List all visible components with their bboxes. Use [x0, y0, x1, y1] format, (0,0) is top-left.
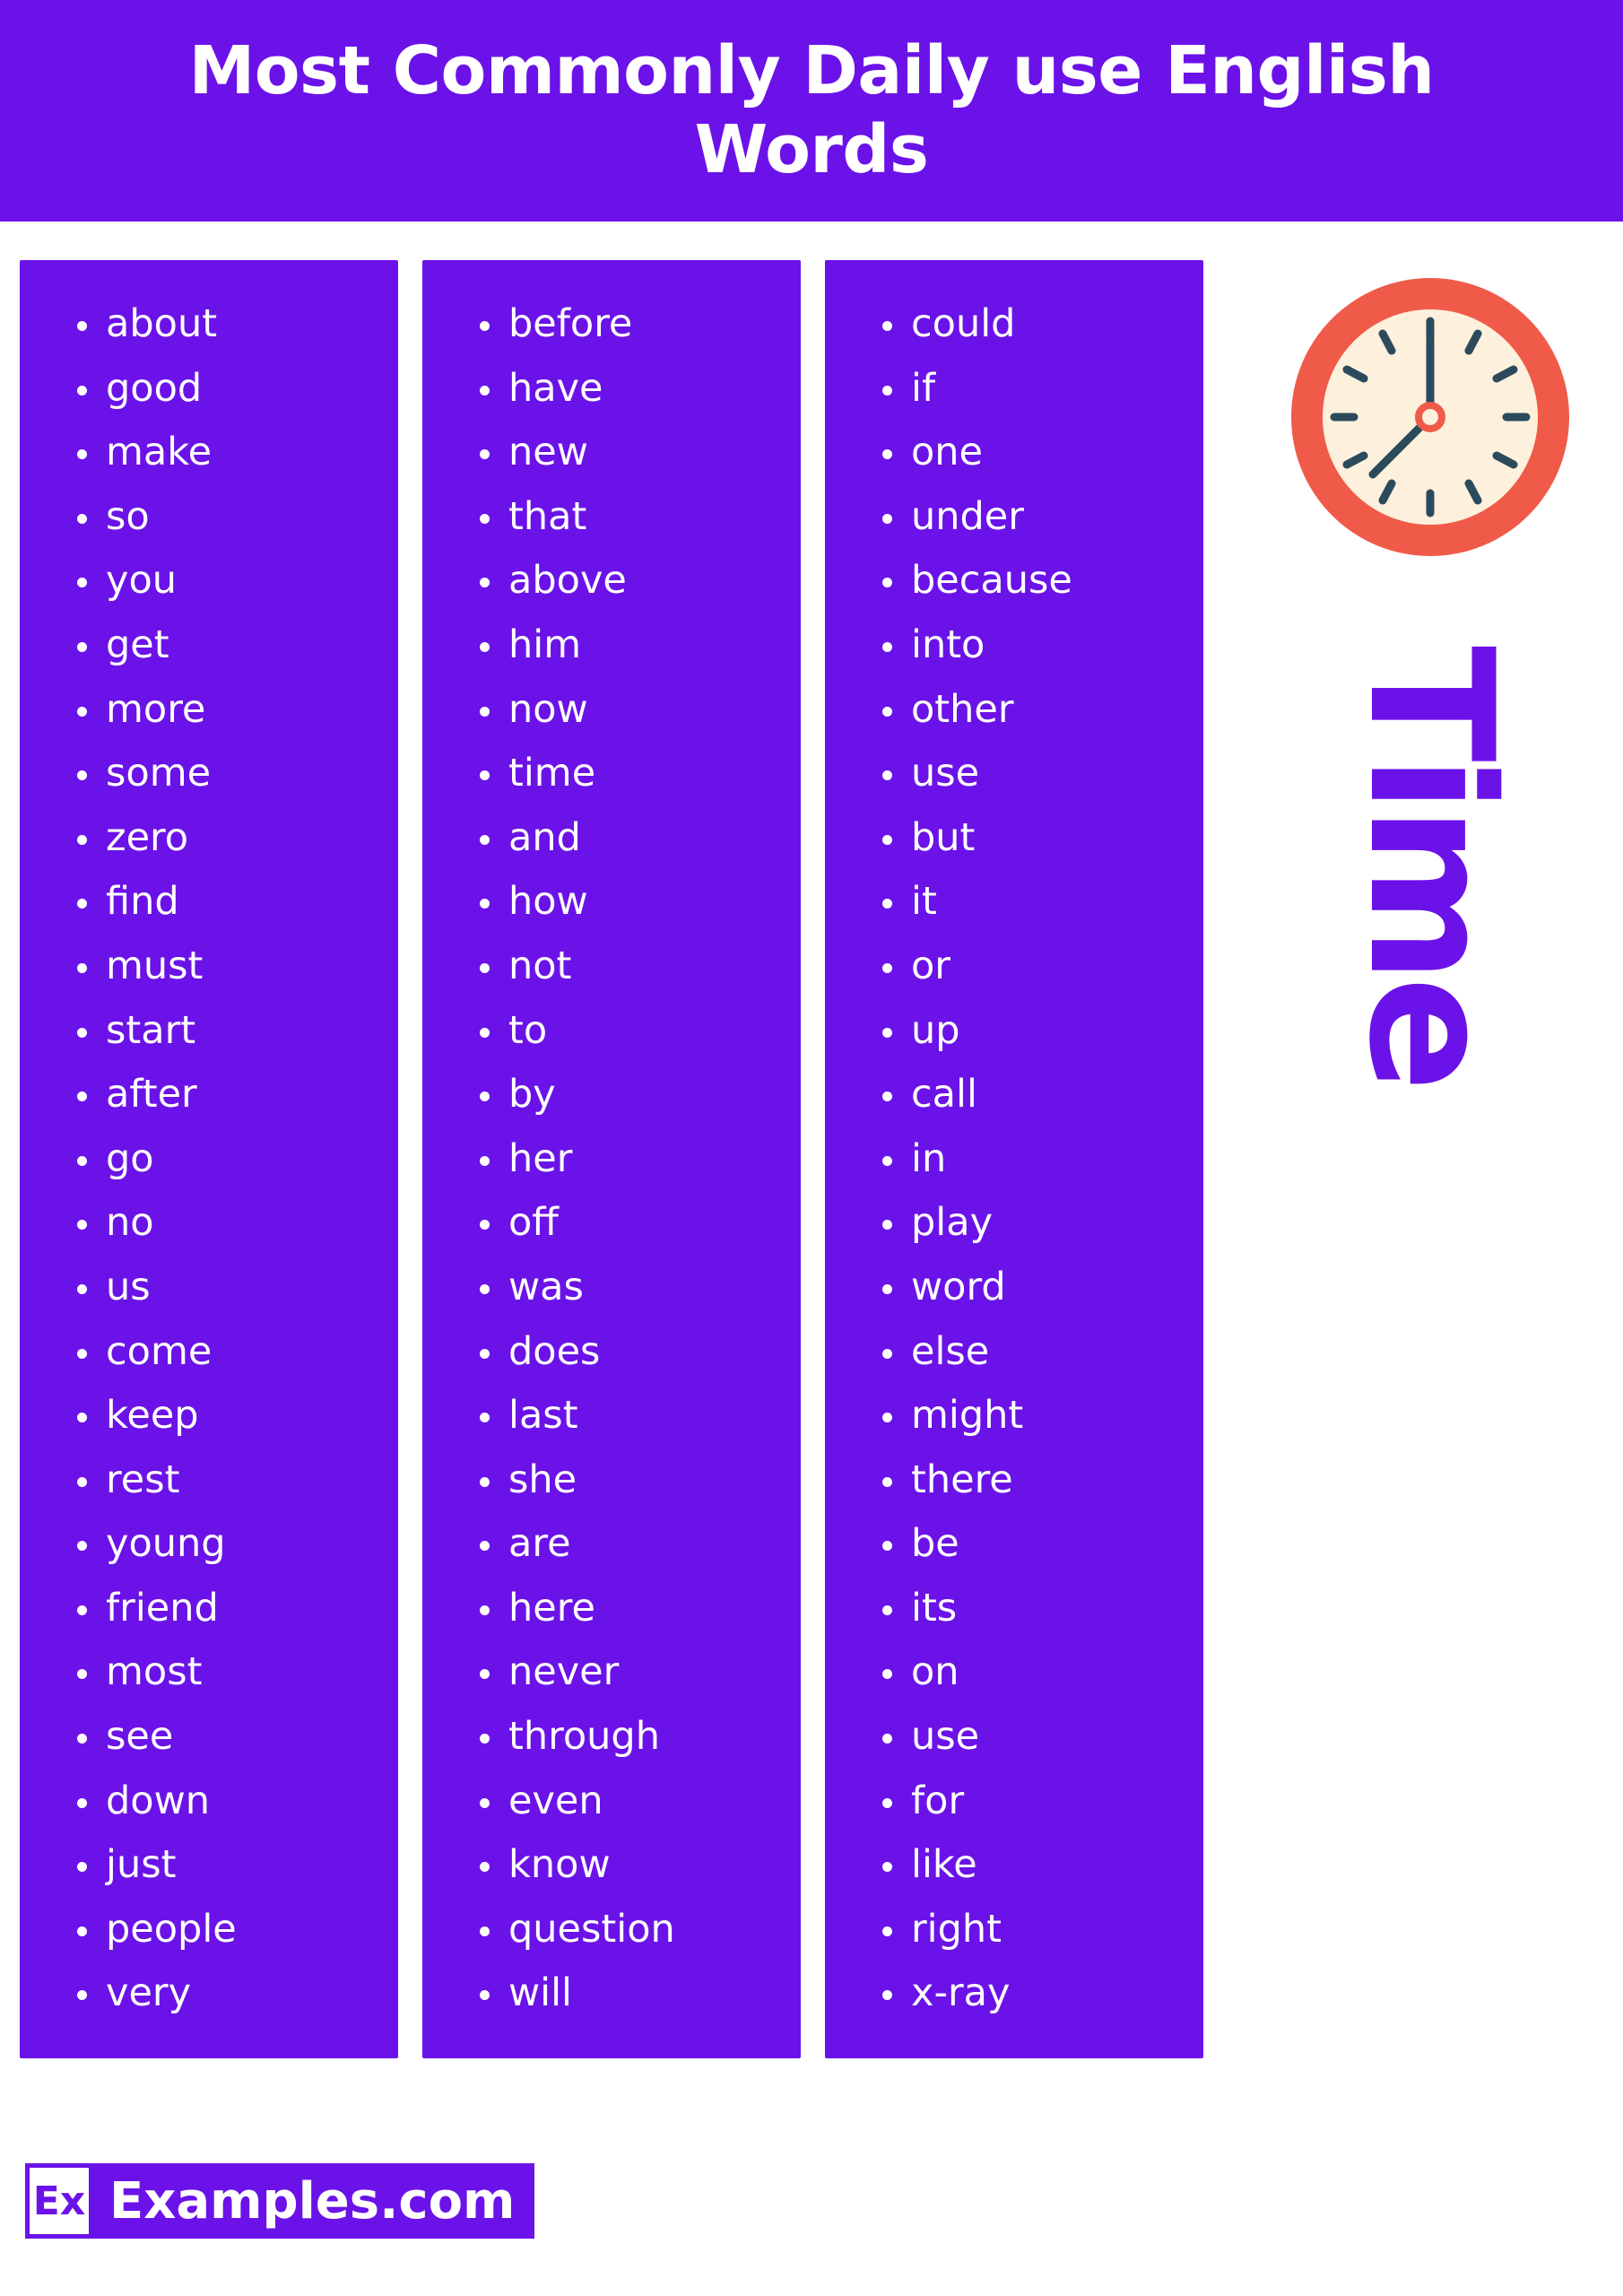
list-item: no	[74, 1191, 389, 1256]
list-item: just	[74, 1833, 389, 1898]
list-item: it	[879, 870, 1194, 935]
list-item: x-ray	[879, 1961, 1194, 2026]
list-item: off	[476, 1191, 792, 1256]
list-item: was	[476, 1256, 792, 1320]
list-item: one	[879, 421, 1194, 485]
list-item: could	[879, 292, 1194, 357]
word-list-1	[20, 292, 389, 2026]
list-item: into	[879, 613, 1194, 678]
list-item: or	[879, 935, 1194, 999]
list-item: last	[476, 1384, 792, 1448]
logo-text: Examples.com	[93, 2163, 534, 2239]
list-item: use	[879, 742, 1194, 806]
list-item: get	[74, 613, 389, 678]
list-item: friend	[74, 1577, 389, 1641]
list-item: good	[74, 357, 389, 422]
list-item: find	[74, 870, 389, 935]
list-item: now	[476, 678, 792, 743]
list-item: zero	[74, 806, 389, 871]
list-item: not	[476, 935, 792, 999]
list-item: know	[476, 1833, 792, 1898]
list-item: above	[476, 549, 792, 613]
time-word-graphic: Time	[1332, 646, 1530, 1085]
list-item: in	[879, 1127, 1194, 1192]
list-item: word	[879, 1256, 1194, 1320]
word-column-1	[20, 260, 398, 2058]
list-item: that	[476, 485, 792, 550]
list-item: by	[476, 1063, 792, 1127]
site-logo[interactable]	[25, 2160, 534, 2242]
page-title: Most Commonly Daily use English Words	[188, 32, 1435, 188]
list-item: you	[74, 549, 389, 613]
list-item: time	[476, 742, 792, 806]
list-item: like	[879, 1833, 1194, 1898]
list-item: because	[879, 549, 1194, 613]
list-item: rest	[74, 1448, 389, 1513]
list-item: make	[74, 421, 389, 485]
list-item: how	[476, 870, 792, 935]
list-item: question	[476, 1898, 792, 1962]
list-item: start	[74, 999, 389, 1064]
list-item: more	[74, 678, 389, 743]
analog-clock-icon	[1282, 269, 1578, 565]
list-item: will	[476, 1961, 792, 2026]
list-item: she	[476, 1448, 792, 1513]
word-column-3	[825, 260, 1203, 2058]
list-item: but	[879, 806, 1194, 871]
list-item: even	[476, 1770, 792, 1834]
list-item: if	[879, 357, 1194, 422]
list-item: very	[74, 1961, 389, 2026]
list-item: to	[476, 999, 792, 1064]
list-item: see	[74, 1705, 389, 1770]
clock-illustration	[1282, 269, 1578, 565]
list-item: play	[879, 1191, 1194, 1256]
list-item: else	[879, 1320, 1194, 1385]
list-item: about	[74, 292, 389, 357]
list-item: down	[74, 1770, 389, 1834]
word-column-2	[422, 260, 801, 2058]
list-item: after	[74, 1063, 389, 1127]
list-item: other	[879, 678, 1194, 743]
list-item: and	[476, 806, 792, 871]
word-list-3	[825, 292, 1194, 2026]
logo-badge: Ex	[25, 2163, 93, 2239]
list-item: so	[74, 485, 389, 550]
list-item: young	[74, 1512, 389, 1577]
list-item: call	[879, 1063, 1194, 1127]
list-item: some	[74, 742, 389, 806]
word-list-2	[422, 292, 792, 2026]
list-item: through	[476, 1705, 792, 1770]
list-item: keep	[74, 1384, 389, 1448]
list-item: right	[879, 1898, 1194, 1962]
list-item: under	[879, 485, 1194, 550]
list-item: come	[74, 1320, 389, 1385]
list-item: us	[74, 1256, 389, 1320]
page-header	[0, 0, 1623, 222]
list-item: have	[476, 357, 792, 422]
list-item: go	[74, 1127, 389, 1192]
list-item: its	[879, 1577, 1194, 1641]
list-item: for	[879, 1770, 1194, 1834]
list-item: here	[476, 1577, 792, 1641]
list-item: people	[74, 1898, 389, 1962]
list-item: be	[879, 1512, 1194, 1577]
list-item: use	[879, 1705, 1194, 1770]
list-item: does	[476, 1320, 792, 1385]
list-item: on	[879, 1640, 1194, 1705]
list-item: up	[879, 999, 1194, 1064]
list-item: her	[476, 1127, 792, 1192]
list-item: before	[476, 292, 792, 357]
list-item: never	[476, 1640, 792, 1705]
list-item: must	[74, 935, 389, 999]
list-item: are	[476, 1512, 792, 1577]
word-columns	[20, 260, 1257, 2058]
list-item: there	[879, 1448, 1194, 1513]
list-item: new	[476, 421, 792, 485]
list-item: him	[476, 613, 792, 678]
list-item: most	[74, 1640, 389, 1705]
list-item: might	[879, 1384, 1194, 1448]
